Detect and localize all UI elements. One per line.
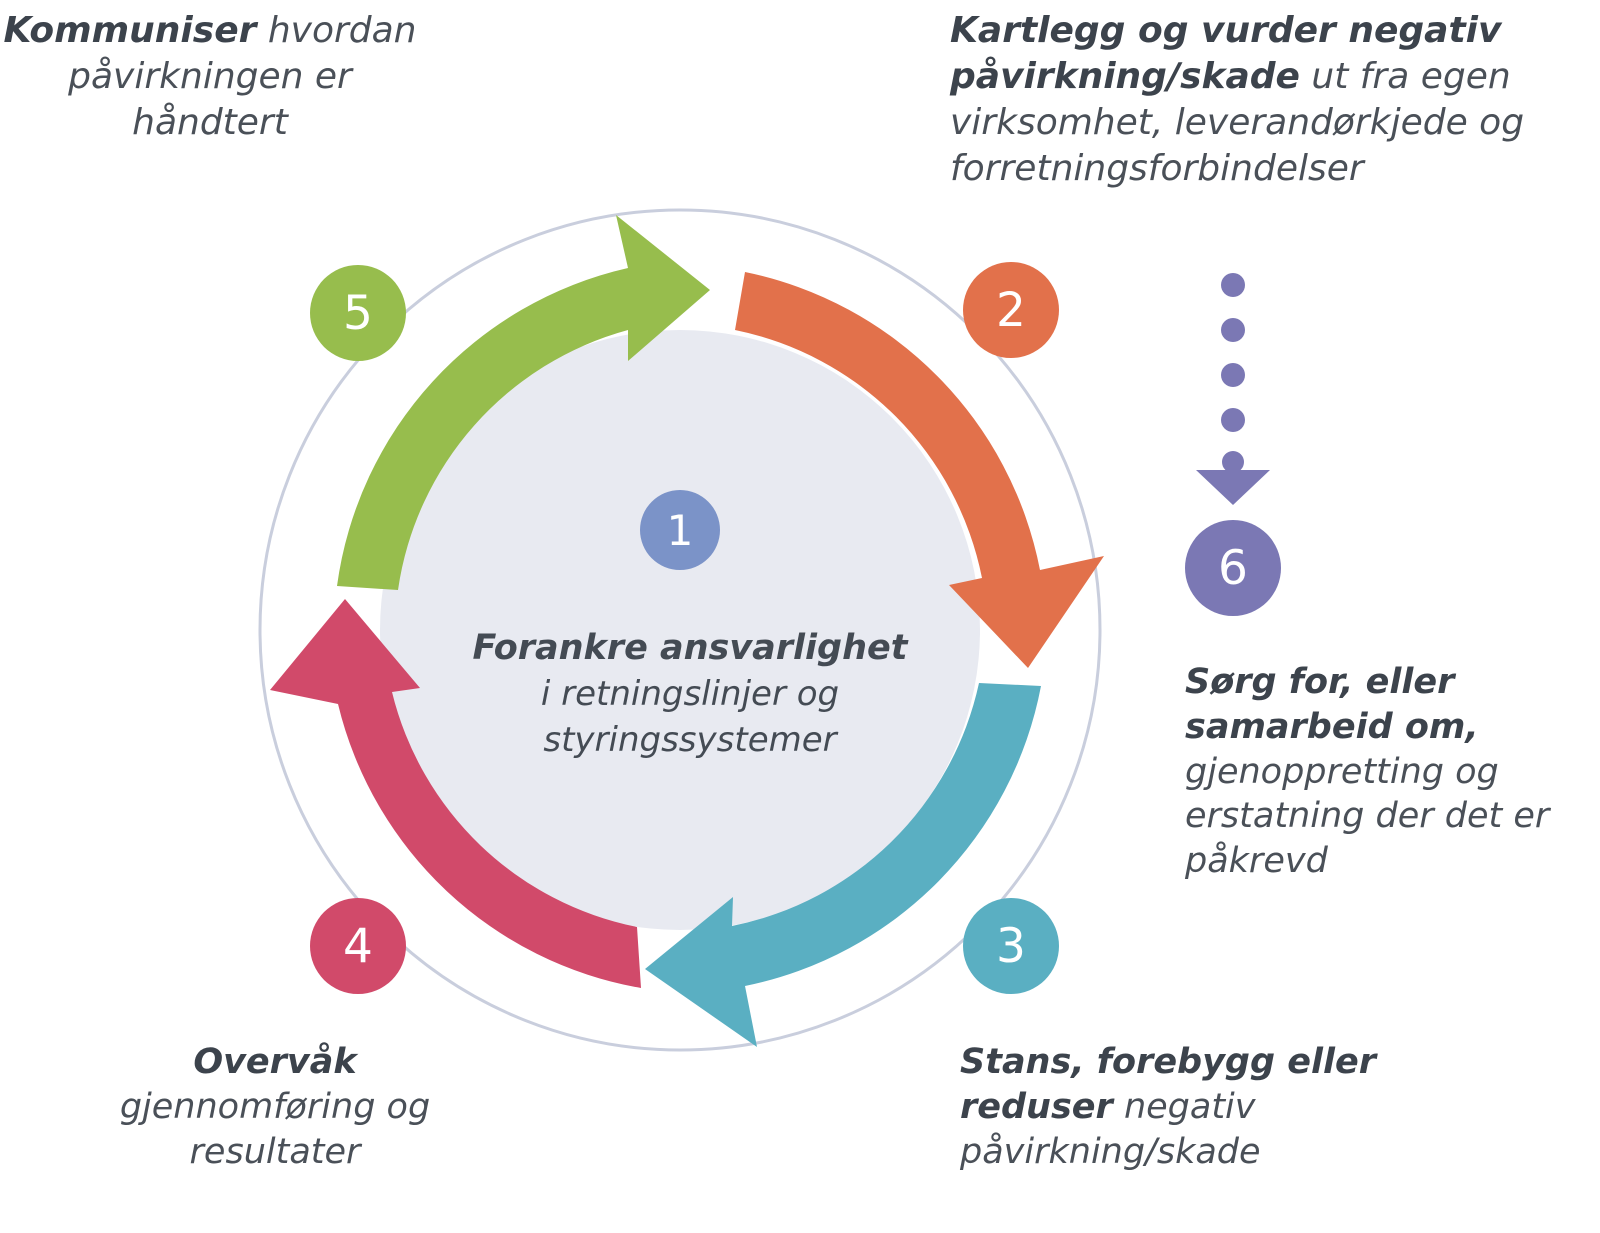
label-step-4-rest: gjennomføring og resultater: [119, 1086, 431, 1172]
badge-step-4[interactable]: [310, 898, 406, 994]
label-step-6: [1185, 660, 1585, 884]
label-step-6-rest: gjenoppretting og erstatning der det er påkrevd: [1185, 751, 1550, 882]
badge-step-1-number: 1: [666, 505, 694, 555]
center-label-line2: i retningslinjer og: [540, 674, 840, 715]
label-step-2-rest: ut fra egen virksomhet, leverandørkjede og forretningsforbindelser: [950, 56, 1525, 190]
badge-step-2[interactable]: [963, 262, 1059, 358]
label-step-3-lead: Stans, forebygg eller reduser: [960, 1042, 1376, 1127]
label-step-6-lead: Sørg for, eller samarbeid om,: [1185, 662, 1479, 747]
label-step-2-lead: Kartlegg og vurder negativ påvirkning/skade: [950, 10, 1502, 98]
badge-step-5-number: 5: [343, 285, 373, 341]
badge-step-6[interactable]: [1185, 520, 1281, 616]
badge-step-2-number: 2: [996, 282, 1026, 338]
label-step-4-lead: Overvåk: [193, 1042, 357, 1082]
label-step-5: [0, 8, 420, 146]
label-step-4: [110, 1040, 440, 1174]
center-label: [395, 625, 985, 764]
label-step-3: [960, 1040, 1520, 1174]
badge-step-6-number: 6: [1218, 540, 1248, 596]
label-step-5-rest: hvordan påvirkningen er håndtert: [68, 10, 417, 144]
center-label-line1: Forankre ansvarlighet: [472, 628, 908, 668]
label-step-5-lead: Kommuniser: [3, 10, 257, 51]
badge-step-3-number: 3: [996, 918, 1026, 974]
label-step-3-rest: negativ påvirkning/skade: [960, 1086, 1261, 1172]
center-label-line3: styringssystemer: [543, 720, 837, 761]
badge-step-5[interactable]: [310, 265, 406, 361]
badge-step-4-number: 4: [343, 918, 373, 974]
badge-step-3[interactable]: [963, 898, 1059, 994]
label-step-2: [950, 8, 1570, 192]
dotted-arrow-down-icon: [1196, 273, 1270, 505]
badge-step-1[interactable]: [640, 490, 720, 570]
